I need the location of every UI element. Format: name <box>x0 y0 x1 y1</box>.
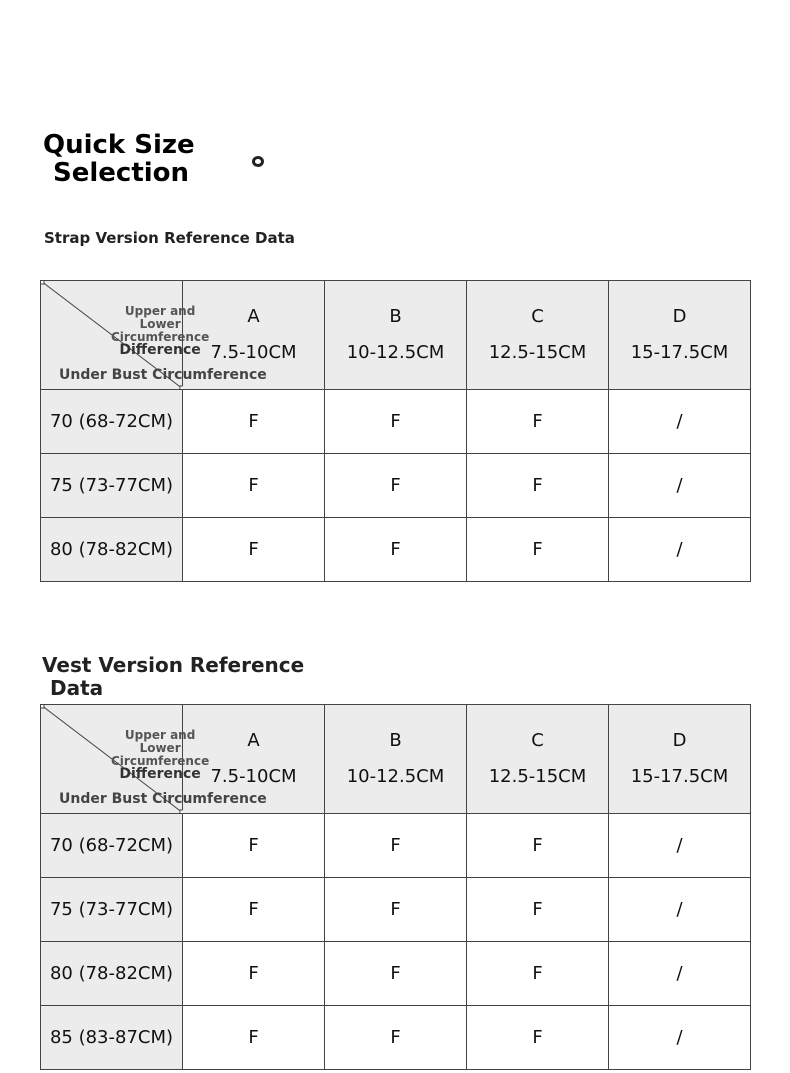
table-cell: / <box>609 454 751 518</box>
table-cell: / <box>609 942 751 1006</box>
column-letter: A <box>247 306 260 327</box>
row-label: 75 (73-77CM) <box>41 878 183 942</box>
column-range: 10-12.5CM <box>346 766 445 787</box>
column-range: 10-12.5CM <box>346 342 445 363</box>
column-range: 7.5-10CM <box>210 342 297 363</box>
column-range: 12.5-15CM <box>488 766 587 787</box>
corner-top-line-3: Difference <box>119 766 201 782</box>
table-cell: F <box>183 942 325 1006</box>
row-label: 85 (83-87CM) <box>41 1006 183 1070</box>
vest-size-table <box>40 704 751 1070</box>
table-row <box>41 518 751 582</box>
table-cell: / <box>609 814 751 878</box>
table-cell: F <box>467 518 609 582</box>
corner-top-line-3: Difference <box>119 342 201 358</box>
table-cell: F <box>183 454 325 518</box>
corner-top-line-2: Circumference <box>111 330 210 344</box>
table-row <box>41 942 751 1006</box>
column-header-d <box>609 281 751 390</box>
table-cell: F <box>467 878 609 942</box>
column-letter: D <box>672 730 687 751</box>
corner-top-line-1: Upper and Lower <box>124 304 196 331</box>
table-cell: F <box>325 878 467 942</box>
column-letter: A <box>247 730 260 751</box>
vest-heading-line-2: Data <box>50 676 104 700</box>
ring-icon <box>252 156 264 167</box>
row-label: 80 (78-82CM) <box>41 942 183 1006</box>
corner-top-line-1: Upper and Lower <box>124 728 196 755</box>
column-range: 7.5-10CM <box>210 766 297 787</box>
title-line-2: Selection <box>53 158 190 188</box>
table-cell: F <box>467 814 609 878</box>
column-letter: B <box>389 730 402 751</box>
strap-size-table <box>40 280 751 582</box>
column-range: 12.5-15CM <box>488 342 587 363</box>
strap-section-heading: Strap Version Reference Data <box>44 229 295 247</box>
column-letter: D <box>672 306 687 327</box>
column-range: 15-17.5CM <box>630 766 729 787</box>
corner-top-label <box>111 305 209 357</box>
corner-bottom-label: Under Bust Circumference <box>59 791 267 807</box>
table-cell: F <box>325 814 467 878</box>
table-cell: F <box>325 942 467 1006</box>
table-cell: F <box>183 518 325 582</box>
column-letter: C <box>531 730 544 751</box>
column-header-c <box>467 281 609 390</box>
table-row <box>41 878 751 942</box>
table-cell: F <box>183 1006 325 1070</box>
row-label: 80 (78-82CM) <box>41 518 183 582</box>
table-cell: F <box>183 814 325 878</box>
table-cell: F <box>467 942 609 1006</box>
table-cell: F <box>467 1006 609 1070</box>
column-header-c <box>467 705 609 814</box>
table-row <box>41 814 751 878</box>
column-range: 15-17.5CM <box>630 342 729 363</box>
table-cell: / <box>609 390 751 454</box>
table-cell: F <box>325 1006 467 1070</box>
table-cell: F <box>183 878 325 942</box>
column-header-b <box>325 705 467 814</box>
title-line-1: Quick Size <box>43 130 195 160</box>
vest-section-heading <box>42 654 304 700</box>
table-cell: F <box>325 518 467 582</box>
column-letter: B <box>389 306 402 327</box>
row-label: 70 (68-72CM) <box>41 390 183 454</box>
column-header-b <box>325 281 467 390</box>
table-cell: F <box>467 454 609 518</box>
table-header-row <box>41 281 751 390</box>
column-header-d <box>609 705 751 814</box>
table-row <box>41 454 751 518</box>
table-cell: F <box>467 390 609 454</box>
row-label: 75 (73-77CM) <box>41 454 183 518</box>
row-label: 70 (68-72CM) <box>41 814 183 878</box>
corner-bottom-label: Under Bust Circumference <box>59 367 267 383</box>
table-cell: / <box>609 1006 751 1070</box>
corner-top-label <box>111 729 209 781</box>
table-cell: / <box>609 518 751 582</box>
table-cell: F <box>325 454 467 518</box>
table-row <box>41 390 751 454</box>
page-title <box>43 131 195 187</box>
table-header-row <box>41 705 751 814</box>
table-cell: / <box>609 878 751 942</box>
table-cell: F <box>183 390 325 454</box>
column-letter: C <box>531 306 544 327</box>
vest-heading-line-1: Vest Version Reference <box>42 653 305 677</box>
table-cell: F <box>325 390 467 454</box>
corner-top-line-2: Circumference <box>111 754 210 768</box>
table-row <box>41 1006 751 1070</box>
